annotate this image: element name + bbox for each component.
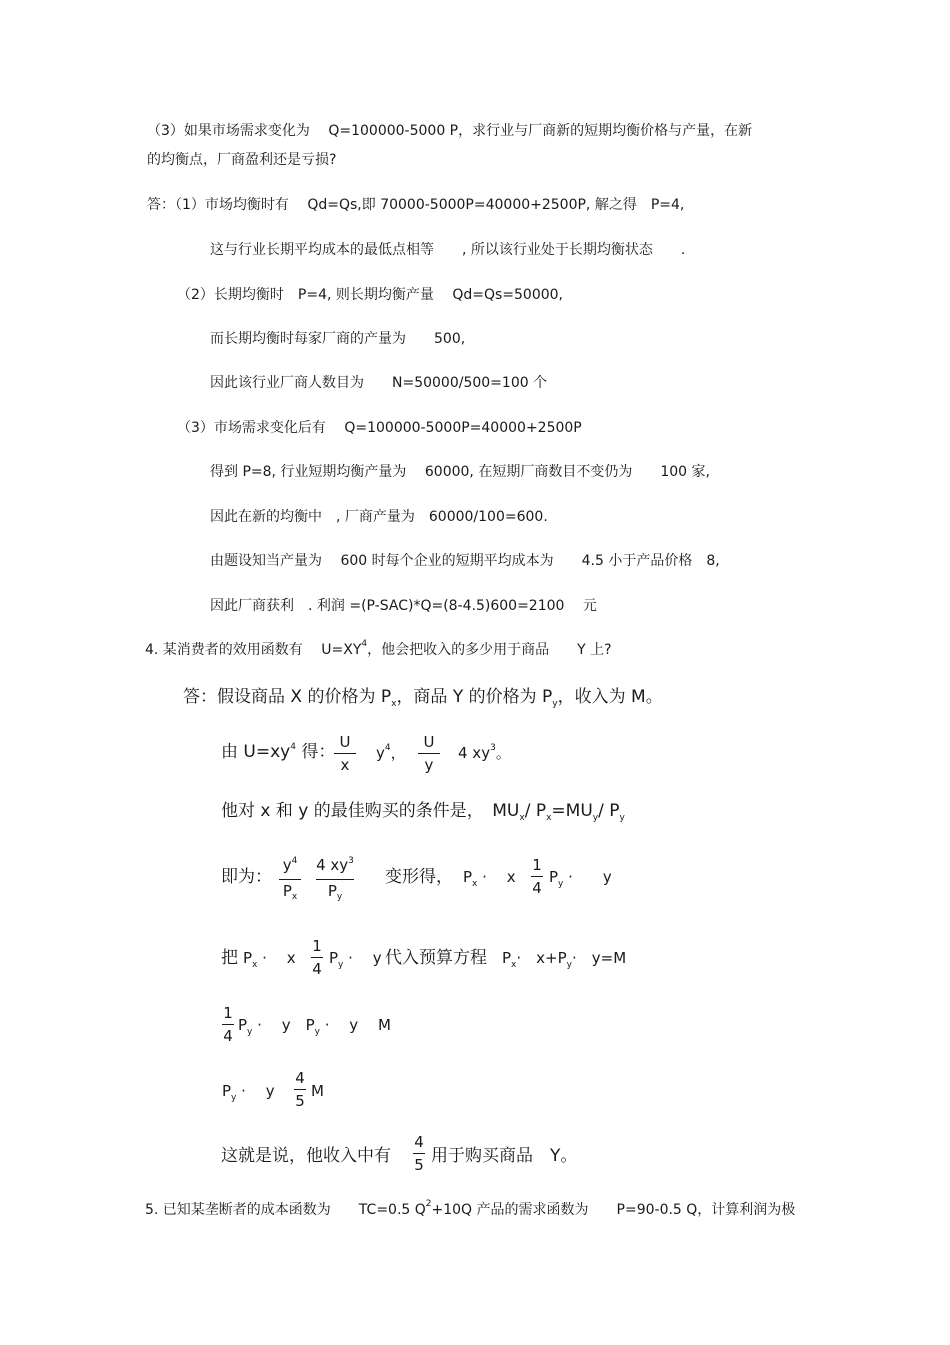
numerator: U [339,733,351,751]
utility-derivative-intro [221,741,335,766]
denominator: $P_x$ [282,882,298,902]
term-4xy: 4 xy [458,744,491,762]
px-x-term-2: $P_x$ · x [243,949,296,970]
question-5-text-end: +10Q 产品的需求函数为 P=90-0.5 Q，计算利润为极 [431,1202,796,1218]
fraction-dU-dy [418,733,440,774]
numerator: U [423,733,435,751]
question-4-text: 4. 某消费者的效用函数有 U=XY [145,642,362,658]
condition-text: 他对 x 和 y 的最佳购买的条件是， MU [221,801,520,821]
fraction-four-fifths [294,1069,306,1110]
denominator: $P_y$ [327,882,343,902]
answer-3-line: （3）市场需求变化后有 Q=100000-5000P=40000+2500P [177,420,582,436]
answer-1-line: 答：（1）市场均衡时有 Qd=Qs,即 70000-5000P=40000+2500P, 解之得 P=4, [147,197,685,213]
fraction-bar [279,879,301,880]
fraction-bar [294,1089,306,1090]
optimal-condition [221,800,625,825]
transform-label: 变形得， [385,867,453,887]
sub-y-2: y [619,813,625,823]
exp-3: 3 [490,743,496,753]
answer-2-line: （2）长期均衡时 P=4, 则长期均衡产量 Qd=Qs=50000, [177,287,564,303]
denominator: 4 [223,1027,233,1045]
assumption-text-2: ，商品 Y 的价格为 P [396,687,553,707]
numerator: 1 [312,937,322,955]
conclusion-text-2: 用于购买商品 Y。 [431,1146,578,1166]
answer-1-conclusion: 这与行业长期平均成本的最低点相等 , 所以该行业处于长期均衡状态 . [210,242,686,258]
sub-y: y [552,699,558,709]
utility-text-2: 得： [295,742,336,762]
fraction-bar [222,1024,234,1025]
numerator: 4 $xy^3$ [316,856,354,874]
py-y-term-2: $P_y$ · y [329,949,382,970]
fraction-bar [413,1153,425,1154]
question-3-line-1: （3）如果市场需求变化为 Q=100000-5000 P，求行业与厂商新的短期均衡价格与产量，在新 [147,123,753,139]
conclusion-text: 这就是说，他收入中有 [221,1146,391,1166]
fraction-one-quarter-3 [222,1004,234,1045]
sub-x: x [391,699,397,709]
numerator: 4 [295,1069,305,1087]
fraction-dU-dx [334,733,356,774]
denominator: 5 [295,1092,305,1110]
question-4-exponent: 4 [361,639,368,649]
budget-label: 代入预算方程 [385,948,487,968]
assumption-text-3: ，收入为 M。 [557,687,663,707]
partial-y-result: 4 $xy^3$。 [458,743,511,762]
fraction-bar [316,879,354,880]
question-4-text-end: ，他会把收入的多少用于商品 Y 上? [367,642,612,658]
utility-text: 由 U=xy [221,742,291,762]
question-3-line-2: 的均衡点，厂商盈利还是亏损? [147,152,337,168]
budget-reduced: $P_y$ · y $P_y$ · y M [238,1016,391,1037]
fraction-four-fifths-2 [413,1133,425,1174]
question-4 [145,641,612,661]
fraction-bar [418,753,440,754]
answer-2-firm-output: 而长期均衡时每家厂商的产量为 500, [210,331,466,347]
numerator: 1 [223,1004,233,1022]
denominator: 4 [532,879,542,897]
answer-4-assumption [183,686,663,711]
numerator: 1 [532,856,542,874]
sub-x-2: x [546,813,552,823]
fraction-y4-Px [279,856,301,903]
numerator: $y^4$ [282,856,298,874]
substitute-label: 把 [221,948,238,968]
fraction-bar [311,957,323,958]
var-y: y [376,744,385,762]
fraction-bar [334,753,356,754]
condition-slash-2: / P [598,801,620,821]
answer-3-price: 得到 P=8, 行业短期均衡产量为 60000, 在短期厂商数目不变仍为 100 家, [210,464,710,480]
partial-x-result: $y^4$， [376,743,406,762]
question-5-exponent: 2 [425,1199,432,1209]
answer-3-cost: 由题设知当产量为 600 时每个企业的短期平均成本为 4.5 小于产品价格 8, [210,553,720,569]
solution-lhs: $P_y$ · y [222,1082,275,1103]
ratio-label: 即为： [221,867,272,887]
px-x-term: $P_x$ · x [463,868,516,889]
denominator: 5 [414,1156,424,1174]
question-5-text: 5. 已知某垄断者的成本函数为 TC=0.5 Q [145,1202,426,1218]
fraction-one-quarter [531,856,543,897]
budget-equation: $P_x\cdot$ $x+P_y\cdot$ y=M [502,949,627,970]
question-5 [145,1201,795,1221]
numerator: 4 [414,1133,424,1151]
fraction-bar [531,876,543,877]
exp-4: 4 [384,743,391,753]
sub-x: x [519,813,525,823]
utility-exponent: 4 [290,742,296,752]
condition-eq: =MU [551,801,593,821]
assumption-text: 答：假设商品 X 的价格为 P [183,687,392,707]
condition-slash: / P [524,801,547,821]
solution-M: M [311,1082,324,1100]
answer-3-output: 因此在新的均衡中 , 厂商产量为 60000/100=600. [210,509,548,525]
fraction-4xy3-Py [316,856,354,903]
py-y-term: $P_y$ · y [549,868,612,889]
fraction-one-quarter-2 [311,937,323,978]
sub-y: y [592,813,599,823]
denominator: x [340,756,350,774]
denominator: 4 [312,960,322,978]
answer-2-firm-count: 因此该行业厂商人数目为 N=50000/500=100 个 [210,375,548,391]
answer-3-profit: 因此厂商获利 . 利润 =(P-SAC)*Q=(8-4.5)600=2100 元 [210,598,597,614]
denominator: y [424,756,434,774]
